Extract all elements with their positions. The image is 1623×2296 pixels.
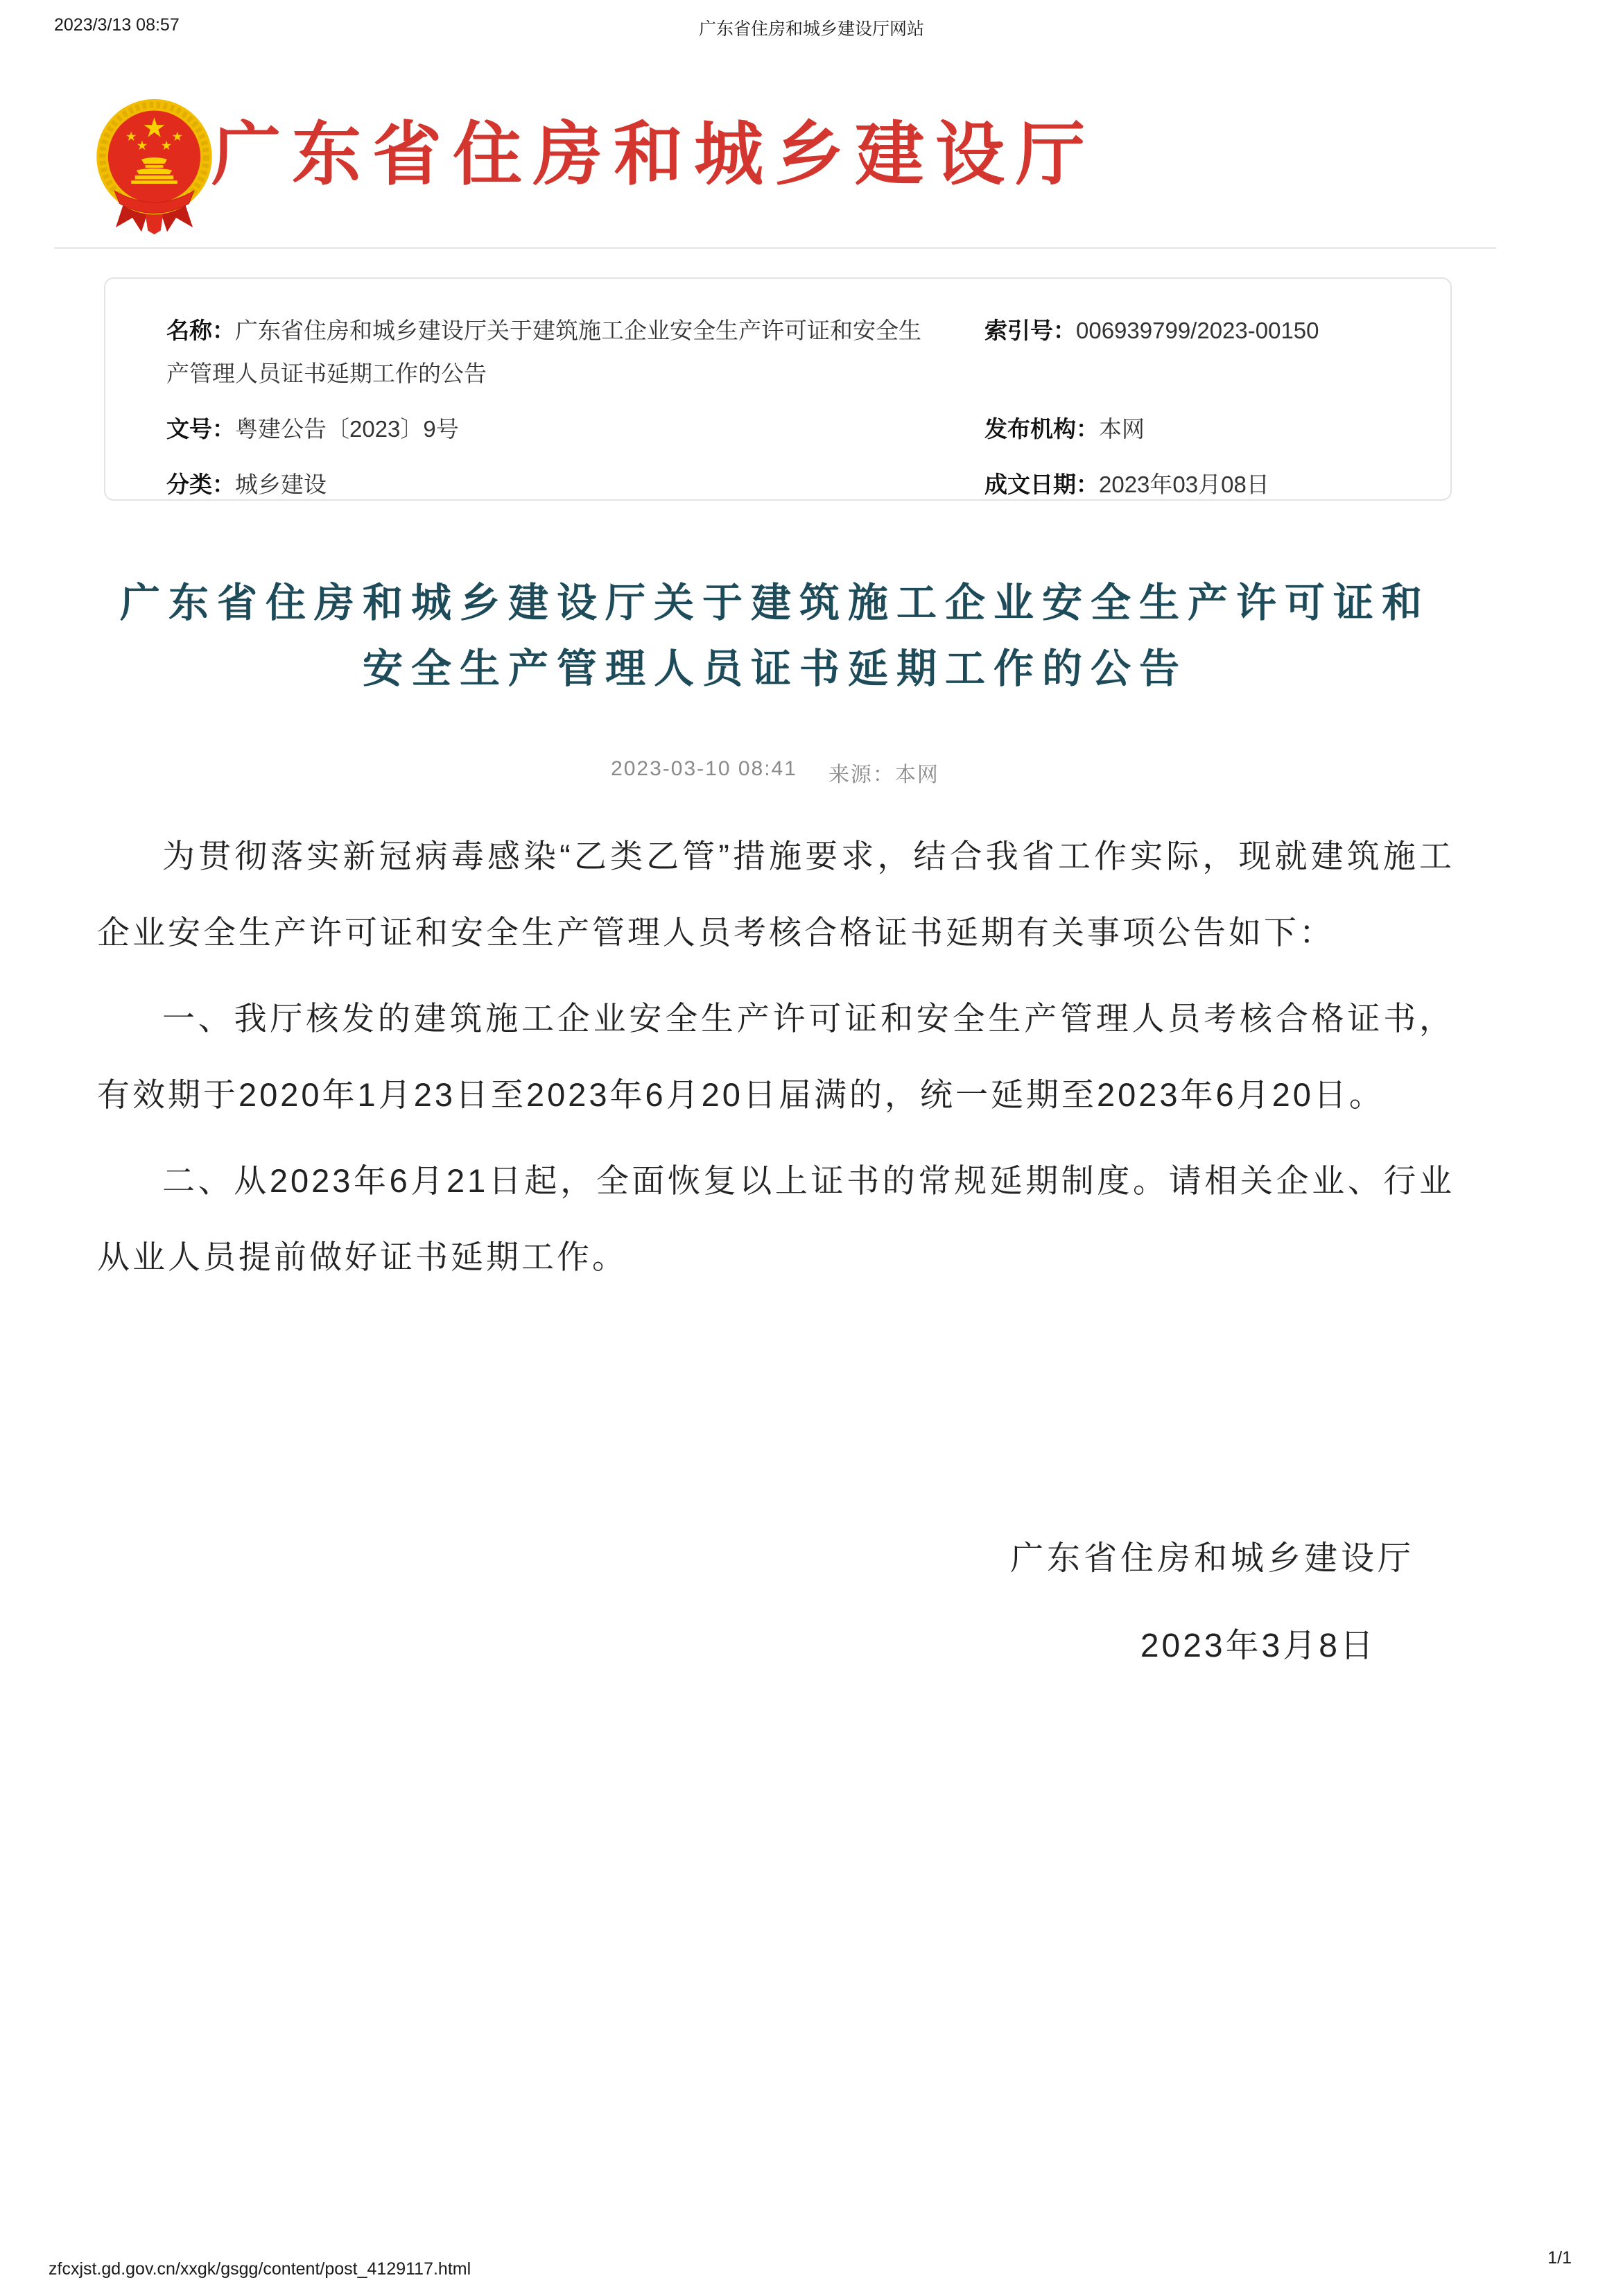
article-body (97, 818, 1455, 1305)
article-title-line2: 安全生产管理人员证书延期工作的公告 (362, 646, 1188, 691)
article-paragraph-3: 二、从2023年6月21日起，全面恢复以上证书的常规延期制度。请相关企业、行业从业人员提前做好证书延期工作。 (97, 1162, 1455, 1275)
article-title-line1: 广东省住房和城乡建设厅关于建筑施工企业安全生产许可证和 (119, 580, 1430, 625)
print-header-site-title: 广东省住房和城乡建设厅网站 (698, 19, 924, 39)
print-header-datetime: 2023/3/13 08:57 (54, 15, 180, 35)
info-field-name-value: 广东省住房和城乡建设厅关于建筑施工企业安全生产许可证和安全生产管理人员证书延期工作的公告 (166, 318, 921, 386)
svg-text:★: ★ (160, 137, 173, 153)
banner-divider (54, 247, 1496, 249)
site-banner-org-name: 广东省住房和城乡建设厅 (211, 116, 1096, 193)
signature-date: 2023年3月8日 (1140, 1628, 1376, 1664)
article-paragraph-1: 为贯彻落实新冠病毒感染“乙类乙管”措施要求，结合我省工作实际，现就建筑施工企业安全生产许可证和安全生产管理人员考核合格证书延期有关事项公告如下： (97, 838, 1455, 951)
info-field-name (166, 309, 929, 395)
info-field-category-value: 城乡建设 (235, 472, 327, 497)
document-info-box (104, 277, 1452, 501)
svg-text:★: ★ (136, 137, 148, 153)
info-field-publisher-value: 本网 (1099, 416, 1145, 442)
info-field-index-no-label: 索引号： (984, 318, 1076, 343)
info-field-publisher-label: 发布机构： (984, 416, 1099, 442)
info-field-publisher (984, 408, 1409, 451)
article-title (54, 570, 1496, 702)
info-field-index-no-value: 006939799/2023-00150 (1076, 318, 1319, 343)
article-publish-datetime: 2023-03-10 08:41 (611, 757, 797, 780)
info-field-index-no (984, 309, 1409, 395)
info-field-doc-no-label: 文号： (166, 416, 235, 442)
signature-org: 广东省住房和城乡建设厅 (1009, 1540, 1414, 1577)
info-field-date-written (984, 463, 1409, 506)
info-field-doc-no-value: 粤建公告〔2023〕9号 (235, 416, 459, 442)
info-field-name-label: 名称： (166, 318, 235, 343)
china-national-emblem-icon (90, 96, 218, 237)
article-source: 来源：本网 (828, 763, 939, 786)
svg-text:★: ★ (142, 113, 166, 144)
info-field-category-label: 分类： (166, 472, 235, 497)
article-meta (54, 757, 1496, 788)
svg-text:★: ★ (171, 129, 184, 144)
info-field-doc-no (166, 408, 984, 451)
article-paragraph-2: 一、我厅核发的建筑施工企业安全生产许可证和安全生产管理人员考核合格证书，有效期于2020年1月23日至2023年6月20日届满的，统一延期至2023年6月20日。 (97, 1000, 1455, 1113)
print-footer-page-number: 1/1 (1547, 2248, 1572, 2268)
svg-text:★: ★ (125, 129, 137, 144)
info-field-category (166, 463, 984, 506)
info-field-date-written-label: 成文日期： (984, 472, 1099, 497)
info-field-date-written-value: 2023年03月08日 (1099, 472, 1269, 497)
print-footer-url: zfcxjst.gd.gov.cn/xxgk/gsgg/content/post_4129117.html (49, 2259, 471, 2279)
